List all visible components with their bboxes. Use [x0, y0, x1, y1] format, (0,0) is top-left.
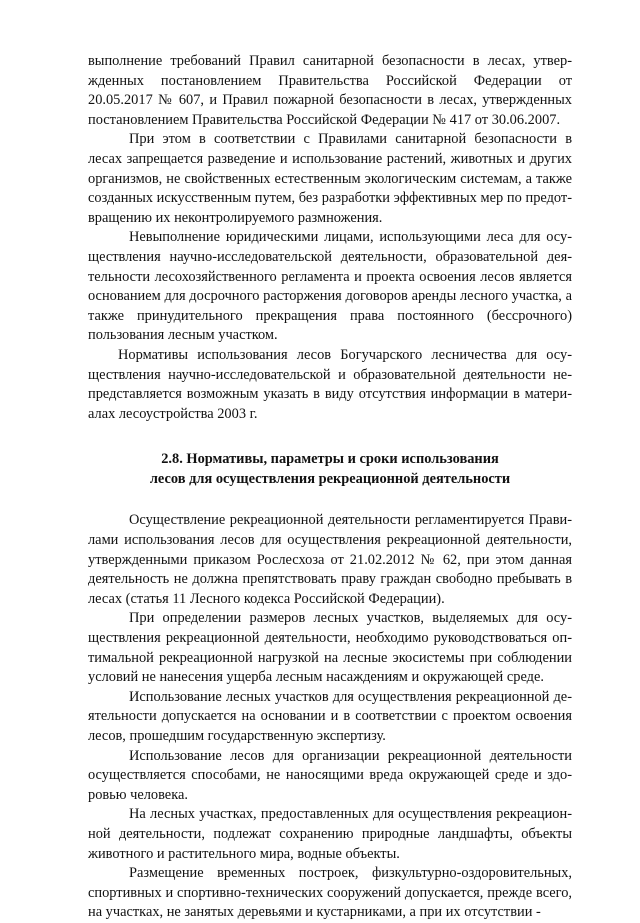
paragraph-methods: Использование лесов для организации рекреационной деятельности осуществляется способами, не наносящими вреда окружающей среде и здоровью человека.: [88, 747, 572, 803]
paragraph-plot-use: Использование лесных участков для осуществления рекреационной деятельности допускается на основании и в соответствии с проектом освоения лесов, прошедшим государственную экспертизу.: [88, 688, 572, 744]
paragraph-sanitary-rules: При этом в соответствии с Правилами санитарной безопасности в лесах запрещается разведение и использование растений, животных и других организмов, не свойственных естественным экологическим системам, а также созданных искусственным путем, без разработки эффективных мер по предотвращению их неконтролируемого размножения.: [88, 131, 572, 226]
section-heading-line-1: 2.8. Нормативы, параметры и сроки использования: [161, 451, 499, 468]
paragraph-continuation: выполнение требований Правил санитарной безопасности в лесах, утвержденных постановлением Правительства Российской Федерации от 20.05.2017 № 607, и Правил пожарной безопасности в лесах, утвержденных постановлением Правительства Российской Федерации № 417 от 30.06.2007.: [88, 53, 572, 128]
paragraph-plot-size: При определении размеров лесных участков, выделяемых для осуществления рекреационной деятельности, необходимо руководствоваться оптимальной рекреационной нагрузкой на лесные экосистемы при соблюдении условий не нанесения ущерба лесным насаждениям и окружающей среде.: [88, 610, 572, 686]
section-heading: [88, 450, 572, 489]
paragraph-non-compliance: Невыполнение юридическими лицами, использующими леса для осуществления научно-исследовательской деятельности, образовательной деятельности лесохозяйственного регламента и проекта освоения лесов является основанием для досрочного расторжения договоров аренды лесного участка, а также принудительного прекращения права постоянного (бессрочного) пользования лесным участком.: [88, 229, 572, 344]
paragraph-recreation-regulation: Осуществление рекреационной деятельности регламентируется Правилами использования лесов для осуществления рекреационной деятельности, утвержденными приказом Рослесхоза от 21.02.2012 № 62, при этом данная деятельность не должна препятствовать праву граждан свободно пребывать в лесах (статья 11 Лесного кодекса Российской Федерации).: [88, 512, 572, 607]
paragraph-norms-bogucharsky: Нормативы использования лесов Богучарского лесничества для осуществления научно-исследовательской и образовательной деятельности непредставляется возможным указать в виду отсутствия информации в материалах лесоустройства 2003 г.: [88, 346, 572, 422]
paragraph-landscape-preservation: На лесных участках, предоставленных для осуществления рекреационной деятельности, подлежат сохранению природные ландшафты, объекты животного и растительного мира, водные объекты.: [88, 806, 572, 862]
section-heading-line-2: лесов для осуществления рекреационной деятельности: [149, 470, 511, 487]
paragraph-temporary-buildings: Размещение временных построек, физкультурно-оздоровительных, спортивных и спортивно-технических сооружений допускается, прежде всего, на участках, не занятых деревьями и кустарниками, а при их отсутствии -: [88, 865, 572, 921]
